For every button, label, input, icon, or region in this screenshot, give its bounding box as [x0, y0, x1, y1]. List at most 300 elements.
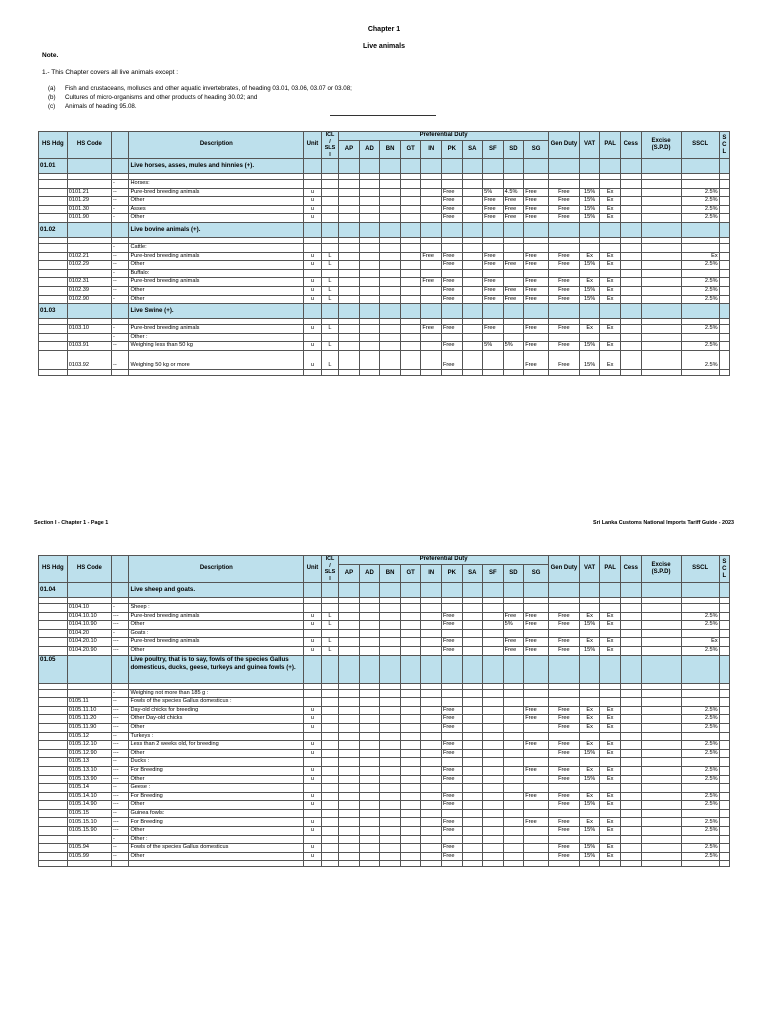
heading-row: [39, 222, 730, 237]
cell-sscl: 2.5%: [681, 827, 719, 836]
cell-unit: u: [304, 706, 321, 715]
cell-sf: [483, 723, 504, 732]
cell-vat: [579, 243, 600, 252]
cell-sa: [462, 775, 483, 784]
cell-vat: Ex: [579, 766, 600, 775]
cell-code: 0105.12.10: [67, 741, 111, 750]
cell-hdg: [39, 835, 68, 844]
cell-gt: [400, 205, 421, 214]
cell-code: 0105.12.90: [67, 749, 111, 758]
cell-unit: u: [304, 741, 321, 750]
cell-gen: Free: [548, 646, 579, 655]
cell-desc: Cattle:: [129, 243, 304, 252]
cell-empty: [67, 861, 111, 867]
tariff-row: [39, 286, 730, 295]
cell-desc: Other: [129, 775, 304, 784]
tariff-row: [39, 749, 730, 758]
cell-ap: [339, 844, 360, 853]
cell-vat: 15%: [579, 749, 600, 758]
cell-scl: [719, 715, 729, 724]
cell-icl: L: [321, 286, 338, 295]
cell-desc: For Breeding: [129, 792, 304, 801]
cell-gt: [400, 852, 421, 861]
cell-unit: u: [304, 214, 321, 223]
cell-sd: [503, 844, 524, 853]
cell-empty: [321, 369, 338, 375]
cell-gt: [400, 749, 421, 758]
cell-gt: [400, 252, 421, 261]
tariff-row: [39, 295, 730, 304]
cell-gen: Free: [548, 827, 579, 836]
cell-icl: L: [321, 350, 338, 369]
cell-pk: [441, 784, 462, 793]
cell-scl: [719, 784, 729, 793]
cell-icl: [321, 827, 338, 836]
cell-sf: [483, 646, 504, 655]
cell-ap: [339, 809, 360, 818]
cell-ad: [359, 801, 380, 810]
cell-desc: Pure-bred breeding animals: [129, 188, 304, 197]
cell-empty: [483, 159, 504, 174]
cell-desc: For Breeding: [129, 766, 304, 775]
cell-scl: [719, 835, 729, 844]
cell-sd: [503, 269, 524, 278]
cell-empty: [380, 655, 401, 683]
cell-empty: [462, 222, 483, 237]
cell-ap: [339, 758, 360, 767]
cell-scl: [719, 818, 729, 827]
cell-sf: [483, 766, 504, 775]
cell-pal: [600, 758, 621, 767]
cell-gen: [548, 180, 579, 189]
cell-scl: [719, 629, 729, 638]
cell-sa: [462, 261, 483, 270]
cell-hdg: [39, 612, 68, 621]
cell-excise: [641, 723, 681, 732]
cell-unit: u: [304, 295, 321, 304]
cell-gen: Free: [548, 801, 579, 810]
cell-empty: [600, 159, 621, 174]
cell-hdg: [39, 784, 68, 793]
cell-icl: L: [321, 261, 338, 270]
col-pref-bn: BN: [380, 141, 401, 159]
cell-gen: Free: [548, 612, 579, 621]
cell-in: [421, 342, 442, 351]
cell-bn: [380, 621, 401, 630]
cell-excise: [641, 205, 681, 214]
tariff-row: [39, 269, 730, 278]
cell-scl: [719, 706, 729, 715]
cell-sg: Free: [524, 741, 549, 750]
col-pref-pk: PK: [441, 565, 462, 583]
cell-pk: Free: [441, 818, 462, 827]
cell-sf: Free: [483, 205, 504, 214]
cell-vat: 15%: [579, 852, 600, 861]
cell-pal: [600, 333, 621, 342]
cell-hdg: [39, 261, 68, 270]
cell-gt: [400, 604, 421, 613]
cell-empty: [462, 583, 483, 598]
spacer-row: [39, 369, 730, 375]
footer-left: Section I - Chapter 1 - Page 1: [34, 520, 109, 526]
cell-in: [421, 214, 442, 223]
cell-desc: Other :: [129, 835, 304, 844]
cell-ap: [339, 342, 360, 351]
cell-sd: [503, 741, 524, 750]
cell-sg: Free: [524, 197, 549, 206]
col-pref-pk: PK: [441, 141, 462, 159]
cell-sd: [503, 689, 524, 698]
cell-dash: ---: [111, 723, 128, 732]
cell-excise: [641, 732, 681, 741]
cell-pk: Free: [441, 792, 462, 801]
cell-hdg: [39, 325, 68, 334]
cell-empty: [620, 861, 641, 867]
cell-pal: Ex: [600, 844, 621, 853]
cell-code: 0105.94: [67, 844, 111, 853]
cell-sf: [483, 629, 504, 638]
cell-sa: [462, 629, 483, 638]
heading-number: 01.01: [39, 159, 68, 174]
cell-pk: Free: [441, 715, 462, 724]
cell-sd: [503, 852, 524, 861]
cell-desc: Fowls of the species Gallus domesticus :: [129, 698, 304, 707]
cell-dash: --: [111, 758, 128, 767]
cell-pal: [600, 180, 621, 189]
cell-bn: [380, 286, 401, 295]
cell-gen: Free: [548, 252, 579, 261]
cell-sscl: [681, 809, 719, 818]
cell-dash: -: [111, 205, 128, 214]
cell-empty: [380, 222, 401, 237]
cell-empty: [129, 369, 304, 375]
cell-sa: [462, 827, 483, 836]
cell-sf: [483, 689, 504, 698]
cell-sd: [503, 766, 524, 775]
exception-b: (b) Cultures of micro-organisms and other products of heading 30.02; and: [48, 94, 258, 101]
cell-desc: Other: [129, 197, 304, 206]
cell-gt: [400, 325, 421, 334]
cell-cess: [620, 333, 641, 342]
cell-empty: [503, 369, 524, 375]
cell-pk: [441, 333, 462, 342]
cell-scl: [719, 827, 729, 836]
cell-pal: Ex: [600, 706, 621, 715]
cell-dash: --: [111, 732, 128, 741]
cell-excise: [641, 278, 681, 287]
cell-code: 0105.13: [67, 758, 111, 767]
cell-in: [421, 188, 442, 197]
cell-cess: [620, 286, 641, 295]
cell-in: Free: [421, 325, 442, 334]
cell-vat: Ex: [579, 706, 600, 715]
cell-empty: [339, 222, 360, 237]
cell-bn: [380, 197, 401, 206]
cell-icl: L: [321, 325, 338, 334]
cell-vat: 15%: [579, 844, 600, 853]
cell-bn: [380, 342, 401, 351]
cell-pk: Free: [441, 646, 462, 655]
cell-empty: [579, 583, 600, 598]
cell-cess: [620, 775, 641, 784]
cell-pk: Free: [441, 801, 462, 810]
cell-in: [421, 827, 442, 836]
chapter-title: Live animals: [362, 43, 406, 50]
cell-unit: [304, 698, 321, 707]
cell-ad: [359, 741, 380, 750]
cell-sscl: 2.5%: [681, 741, 719, 750]
cell-hdg: [39, 286, 68, 295]
cell-code: 0101.90: [67, 214, 111, 223]
cell-gen: Free: [548, 706, 579, 715]
cell-bn: [380, 835, 401, 844]
cell-excise: [641, 758, 681, 767]
cell-pk: Free: [441, 844, 462, 853]
cell-vat: 15%: [579, 295, 600, 304]
cell-excise: [641, 197, 681, 206]
cell-sg: [524, 269, 549, 278]
col-pref-gt: GT: [400, 141, 421, 159]
cell-empty: [421, 369, 442, 375]
cell-hdg: [39, 698, 68, 707]
cell-scl: [719, 741, 729, 750]
cell-unit: [304, 758, 321, 767]
cell-in: [421, 715, 442, 724]
cell-hdg: [39, 844, 68, 853]
cell-sg: Free: [524, 792, 549, 801]
cell-unit: u: [304, 205, 321, 214]
cell-icl: [321, 214, 338, 223]
cell-bn: [380, 801, 401, 810]
cell-cess: [620, 784, 641, 793]
cell-cess: [620, 621, 641, 630]
cell-vat: [579, 180, 600, 189]
cell-empty: [600, 861, 621, 867]
cell-sa: [462, 278, 483, 287]
cell-sf: [483, 749, 504, 758]
cell-code: 0102.31: [67, 278, 111, 287]
col-pref-sd: SD: [503, 141, 524, 159]
cell-unit: u: [304, 621, 321, 630]
cell-sd: [503, 243, 524, 252]
cell-vat: [579, 784, 600, 793]
cell-gt: [400, 809, 421, 818]
cell-pk: [441, 809, 462, 818]
cell-cess: [620, 732, 641, 741]
cell-in: [421, 706, 442, 715]
cell-sf: [483, 706, 504, 715]
cell-ad: [359, 844, 380, 853]
cell-desc: Other: [129, 295, 304, 304]
cell-sg: [524, 243, 549, 252]
cell-empty: [321, 655, 338, 683]
cell-bn: [380, 827, 401, 836]
cell-scl: [719, 243, 729, 252]
cell-in: [421, 638, 442, 647]
cell-empty: [111, 369, 128, 375]
cell-scl: [719, 792, 729, 801]
cell-pal: Ex: [600, 801, 621, 810]
cell-gen: [548, 333, 579, 342]
tariff-row: [39, 758, 730, 767]
cell-empty: [719, 583, 729, 598]
cell-empty: [503, 583, 524, 598]
cell-sscl: [681, 629, 719, 638]
cell-gt: [400, 732, 421, 741]
cell-unit: [304, 809, 321, 818]
cell-vat: 15%: [579, 188, 600, 197]
cell-empty: [548, 861, 579, 867]
cell-scl: [719, 758, 729, 767]
cell-empty: [380, 159, 401, 174]
cell-in: [421, 180, 442, 189]
cell-gt: [400, 784, 421, 793]
cell-ap: [339, 214, 360, 223]
cell-sa: [462, 333, 483, 342]
cell-pk: Free: [441, 286, 462, 295]
cell-dash: --: [111, 852, 128, 861]
col-unit: Unit: [304, 556, 321, 583]
cell-sscl: 2.5%: [681, 818, 719, 827]
cell-bn: [380, 638, 401, 647]
cell-ap: [339, 732, 360, 741]
cell-gt: [400, 844, 421, 853]
cell-icl: [321, 835, 338, 844]
cell-in: [421, 197, 442, 206]
cell-desc: Ducks :: [129, 758, 304, 767]
cell-empty: [641, 222, 681, 237]
cell-ad: [359, 732, 380, 741]
cell-sa: [462, 604, 483, 613]
cell-unit: u: [304, 325, 321, 334]
cell-gt: [400, 723, 421, 732]
cell-sd: Free: [503, 612, 524, 621]
cell-bn: [380, 741, 401, 750]
col-pref-ad: AD: [359, 141, 380, 159]
cell-pk: [441, 698, 462, 707]
cell-pk: Free: [441, 214, 462, 223]
cell-gt: [400, 792, 421, 801]
cell-sg: [524, 827, 549, 836]
cell-hdg: [39, 801, 68, 810]
cell-gt: [400, 629, 421, 638]
tariff-row: [39, 205, 730, 214]
cell-desc: Other: [129, 749, 304, 758]
tariff-row: [39, 844, 730, 853]
cell-sd: [503, 604, 524, 613]
cell-in: [421, 732, 442, 741]
col-cess: Cess: [620, 132, 641, 159]
cell-gen: [548, 784, 579, 793]
cell-excise: [641, 715, 681, 724]
cell-empty: [129, 861, 304, 867]
cell-sd: Free: [503, 205, 524, 214]
cell-excise: [641, 612, 681, 621]
cell-gen: Free: [548, 638, 579, 647]
cell-empty: [421, 222, 442, 237]
cell-in: [421, 801, 442, 810]
cell-empty: [579, 861, 600, 867]
cell-sg: Free: [524, 261, 549, 270]
cell-empty: [483, 222, 504, 237]
cell-empty: [719, 655, 729, 683]
cell-icl: [321, 852, 338, 861]
cell-empty: [579, 159, 600, 174]
cell-sscl: [681, 333, 719, 342]
col-pref-in: IN: [421, 141, 442, 159]
cell-empty: [483, 583, 504, 598]
cell-sf: [483, 818, 504, 827]
cell-sscl: 2.5%: [681, 612, 719, 621]
cell-empty: [111, 861, 128, 867]
cell-desc: Fowls of the species Gallus domesticus: [129, 844, 304, 853]
cell-dash: --: [111, 844, 128, 853]
cell-pal: Ex: [600, 741, 621, 750]
cell-icl: [321, 758, 338, 767]
cell-dash: --: [111, 698, 128, 707]
cell-pk: Free: [441, 775, 462, 784]
tariff-row: [39, 333, 730, 342]
cell-gt: [400, 698, 421, 707]
cell-in: [421, 243, 442, 252]
cell-empty: [579, 304, 600, 319]
cell-ad: [359, 689, 380, 698]
cell-ap: [339, 835, 360, 844]
cell-sg: [524, 732, 549, 741]
cell-gen: Free: [548, 775, 579, 784]
col-cess: Cess: [620, 556, 641, 583]
cell-sd: [503, 809, 524, 818]
cell-gen: Free: [548, 188, 579, 197]
cell-empty: [304, 159, 321, 174]
cell-pal: Ex: [600, 646, 621, 655]
cell-sscl: 2.5%: [681, 766, 719, 775]
cell-sd: [503, 325, 524, 334]
cell-unit: u: [304, 261, 321, 270]
cell-vat: 15%: [579, 261, 600, 270]
cell-pk: Free: [441, 350, 462, 369]
cell-unit: [304, 835, 321, 844]
cell-gt: [400, 243, 421, 252]
cell-in: [421, 629, 442, 638]
cell-icl: [321, 741, 338, 750]
cell-icl: [321, 766, 338, 775]
col-dash: [111, 556, 128, 583]
cell-unit: u: [304, 801, 321, 810]
cell-gt: [400, 214, 421, 223]
cell-pal: Ex: [600, 261, 621, 270]
cell-bn: [380, 646, 401, 655]
cell-vat: Ex: [579, 638, 600, 647]
cell-dash: -: [111, 689, 128, 698]
cell-desc: Less than 2 weeks old, for breeding: [129, 741, 304, 750]
tariff-row: [39, 621, 730, 630]
cell-sf: [483, 715, 504, 724]
cell-sa: [462, 689, 483, 698]
cell-desc: Other: [129, 646, 304, 655]
cell-sg: [524, 689, 549, 698]
col-pal: PAL: [600, 556, 621, 583]
cell-scl: [719, 801, 729, 810]
cell-vat: 15%: [579, 342, 600, 351]
cell-sscl: 2.5%: [681, 188, 719, 197]
cell-excise: [641, 325, 681, 334]
cell-pal: Ex: [600, 278, 621, 287]
cell-sscl: 2.5%: [681, 723, 719, 732]
cell-hdg: [39, 342, 68, 351]
cell-in: Free: [421, 252, 442, 261]
cell-unit: [304, 180, 321, 189]
